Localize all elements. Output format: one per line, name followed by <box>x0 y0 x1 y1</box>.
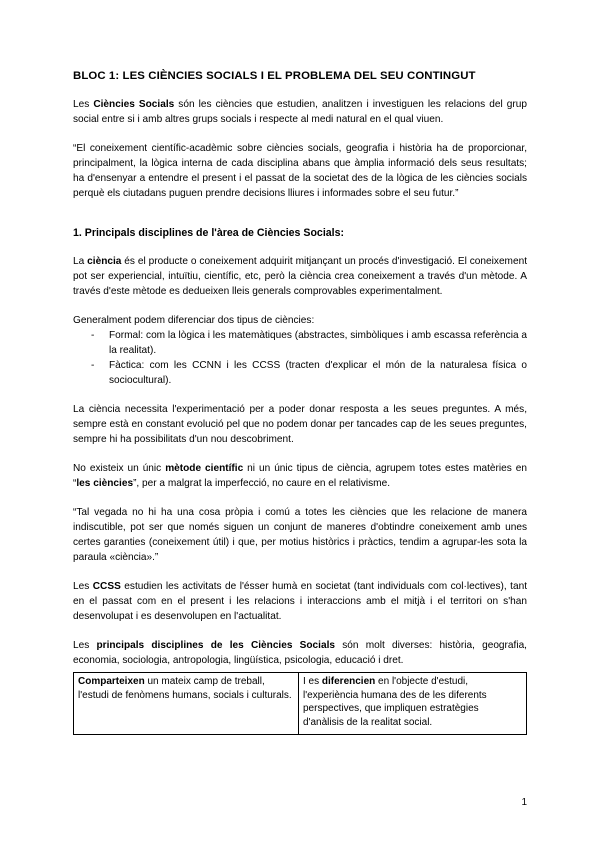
list-dash: - <box>91 360 95 371</box>
text-span: Les <box>73 99 94 110</box>
text-span: ”, per a malgrat la imperfecció, no caure en el relativisme. <box>133 478 390 489</box>
text-span: són les ciències que estudien, analitzen i investiguen les relacions del grup social entre si i amb altres grups socials i respecte al medi natural en el qual viuen. <box>73 99 527 125</box>
text-span: Les <box>73 581 93 592</box>
list-item-text: Formal: com la lògica i les matemàtiques (abstractes, simbòliques i amb escassa referència a la realitat). <box>109 330 527 356</box>
quote-paragraph-1: “El coneixement científic-acadèmic sobre ciències socials, geografia i història ha de proporcionar, principalment, la lògica interna de cada disciplina abans que àmplia informació dels seus resultats; ha d'ensenyar a entendre el present i el passat de la societat des de la lògica de les ciències socials perquè els ciutadans puguen prendre decisions lliures i informades sobre el seu futur.” <box>73 143 527 199</box>
list-item <box>73 328 527 358</box>
text-span: Les <box>73 640 97 651</box>
list-item-text: Fàctica: com les CCNN i les CCSS (tracten d'explicar el món de la naturalesa física o sociocultural). <box>109 360 527 386</box>
text-span: La <box>73 256 88 267</box>
comparison-table <box>73 672 527 735</box>
bold-term: diferencien <box>321 676 376 687</box>
text-span: un mateix camp de treball, l'estudi de fenòmens humans, socials i culturals. <box>78 676 292 701</box>
document-page <box>73 70 527 735</box>
table-cell-right <box>299 673 527 735</box>
text-span: en l'objecte d'estudi, l'experiència humana des de les diferents perspectives, que impliquen estratègies d'anàlisis de la realitat social. <box>303 676 487 728</box>
table-row <box>74 673 527 735</box>
disciplines-paragraph <box>73 638 527 668</box>
table-cell-left <box>74 673 299 735</box>
method-paragraph <box>73 461 527 491</box>
text-span: estudien les activitats de l'ésser humà en societat (tant individuals com col·lectives), tant en el passat com en el present i les relacions i interaccions amb el mitjà i el territori on s'han desenvolupat i es desenvolupen en l'actualitat. <box>73 581 527 622</box>
bold-term: ciència <box>87 256 122 267</box>
list-dash: - <box>91 330 95 341</box>
types-intro-paragraph: Generalment podem diferenciar dos tipus de ciències: <box>73 315 315 326</box>
intro-paragraph <box>73 97 527 127</box>
section-heading: 1. Principals disciplines de l'àrea de Ciències Socials: <box>73 227 345 239</box>
bold-term: mètode científic <box>165 463 244 474</box>
text-span: I es <box>303 676 322 687</box>
bold-term: Ciències Socials <box>93 99 175 110</box>
science-types-list <box>73 328 527 388</box>
bold-term: CCSS <box>92 581 121 592</box>
text-span: és el producte o coneixement adquirit mitjançant un procés d'investigació. El coneixement pot ser experiencial, intuïtiu, científic, etc, però la ciència crea coneixement a través d'un mètode. A través d'este mètode es dedueixen lleis generals comprovables experimentalment. <box>73 256 527 297</box>
science-paragraph <box>73 254 527 299</box>
experimentation-paragraph: La ciència necessita l'experimentació per a poder donar resposta a les seues preguntes. A més, sempre està en constant evolució pel que no podem donar per tancades cap de les seues preguntes, sempre hi ha possibilitats d'un nou descobriment. <box>73 404 527 445</box>
ccss-paragraph <box>73 579 527 624</box>
page-number: 1 <box>521 797 527 808</box>
text-span: ni un únic tipus de ciència, agrupem totes estes matèries en “ <box>73 463 528 489</box>
bold-term: les ciències <box>76 478 134 489</box>
document-title: BLOC 1: LES CIÈNCIES SOCIALS I EL PROBLEMA DEL SEU CONTINGUT <box>73 70 476 82</box>
bold-term: principals disciplines de les Ciències Socials <box>96 640 336 651</box>
list-item <box>73 358 527 388</box>
text-span: No existeix un únic <box>73 463 166 474</box>
quote-paragraph-2: “Tal vegada no hi ha una cosa pròpia i comú a totes les ciències que les relacione de manera indiscutible, pot ser que només siguen un conjunt de maneres d'obtindre coneixement amb unes certes garanties (coneixement útil) i que, per motius històrics i pràctics, tendim a agrupar-les sota la paraula «ciència».” <box>73 507 527 563</box>
text-span: són molt diverses: història, geografia, economia, sociologia, antropologia, lingüística, psicologia, educació i dret. <box>73 640 527 666</box>
bold-term: Comparteixen <box>78 676 145 687</box>
